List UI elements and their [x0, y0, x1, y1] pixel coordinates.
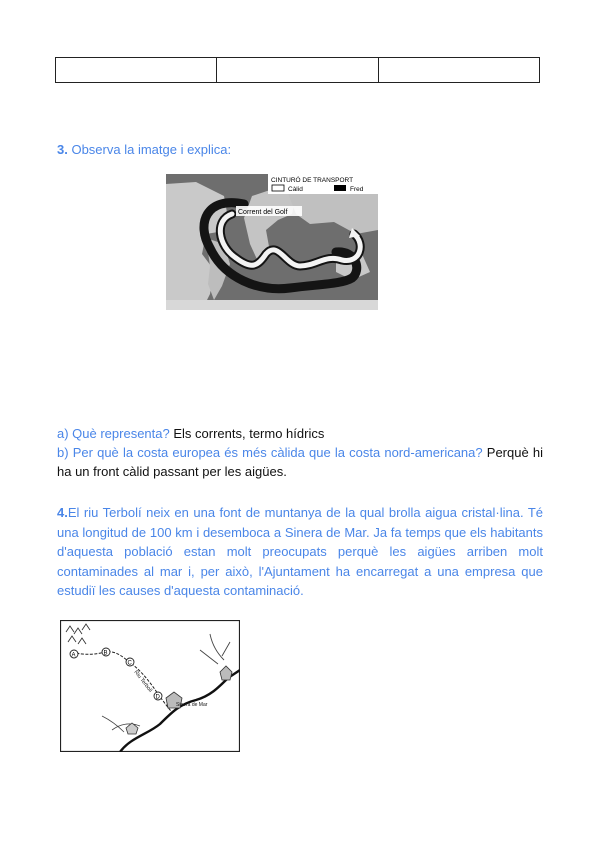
- river-map: [60, 620, 240, 752]
- question-b: b) Per què la costa europea és més càlida que la costa nord-americana?: [57, 445, 483, 460]
- table-cell: [56, 58, 217, 82]
- point-b: B: [103, 650, 108, 657]
- question-a: a) Què representa?: [57, 426, 170, 441]
- question-3-answers: [57, 424, 543, 481]
- point-d: D: [155, 694, 160, 701]
- question-4: [57, 503, 543, 601]
- answer-b-text: Perquè hi ha un front càlid passant per les aigües.: [57, 445, 543, 479]
- point-a: A: [71, 652, 76, 659]
- header-table: [55, 57, 540, 83]
- question-4-text: El riu Terbolí neix en una font de muntanya de la qual brolla aigua cristal·lina. Té una longitud de 100 km i desemboca a Sinera de Mar. Ja fa temps que els habitants d'aquesta població estan molt preocupats perquè les aigües arriben molt contaminades al mar i, per això, l'Ajuntament ha encarregat a una empresa que estudiï les causes d'aquesta contaminació.: [57, 505, 543, 598]
- question-number: 4.: [57, 505, 68, 520]
- question-3-title: [57, 142, 231, 157]
- answer-a-text: Els corrents, termo hídrics: [173, 426, 325, 441]
- town-label: Sinera de Mar: [176, 702, 208, 708]
- gulf-stream-label: Corrent del Golf: [238, 209, 288, 216]
- question-prompt: Observa la imatge i explica:: [71, 142, 232, 157]
- answer-b: [57, 443, 543, 481]
- river-label: Riu Terbolí: [132, 669, 154, 694]
- legend-title: CINTURÓ DE TRANSPORT: [271, 177, 354, 184]
- legend-cold: Fred: [350, 186, 364, 193]
- conveyor-belt-map: [166, 174, 378, 310]
- table-cell: [217, 58, 378, 82]
- point-c: C: [127, 660, 132, 667]
- question-number: 3.: [57, 142, 68, 157]
- table-cell: [379, 58, 539, 82]
- legend-warm: Càlid: [288, 186, 303, 193]
- answer-a: [57, 424, 543, 443]
